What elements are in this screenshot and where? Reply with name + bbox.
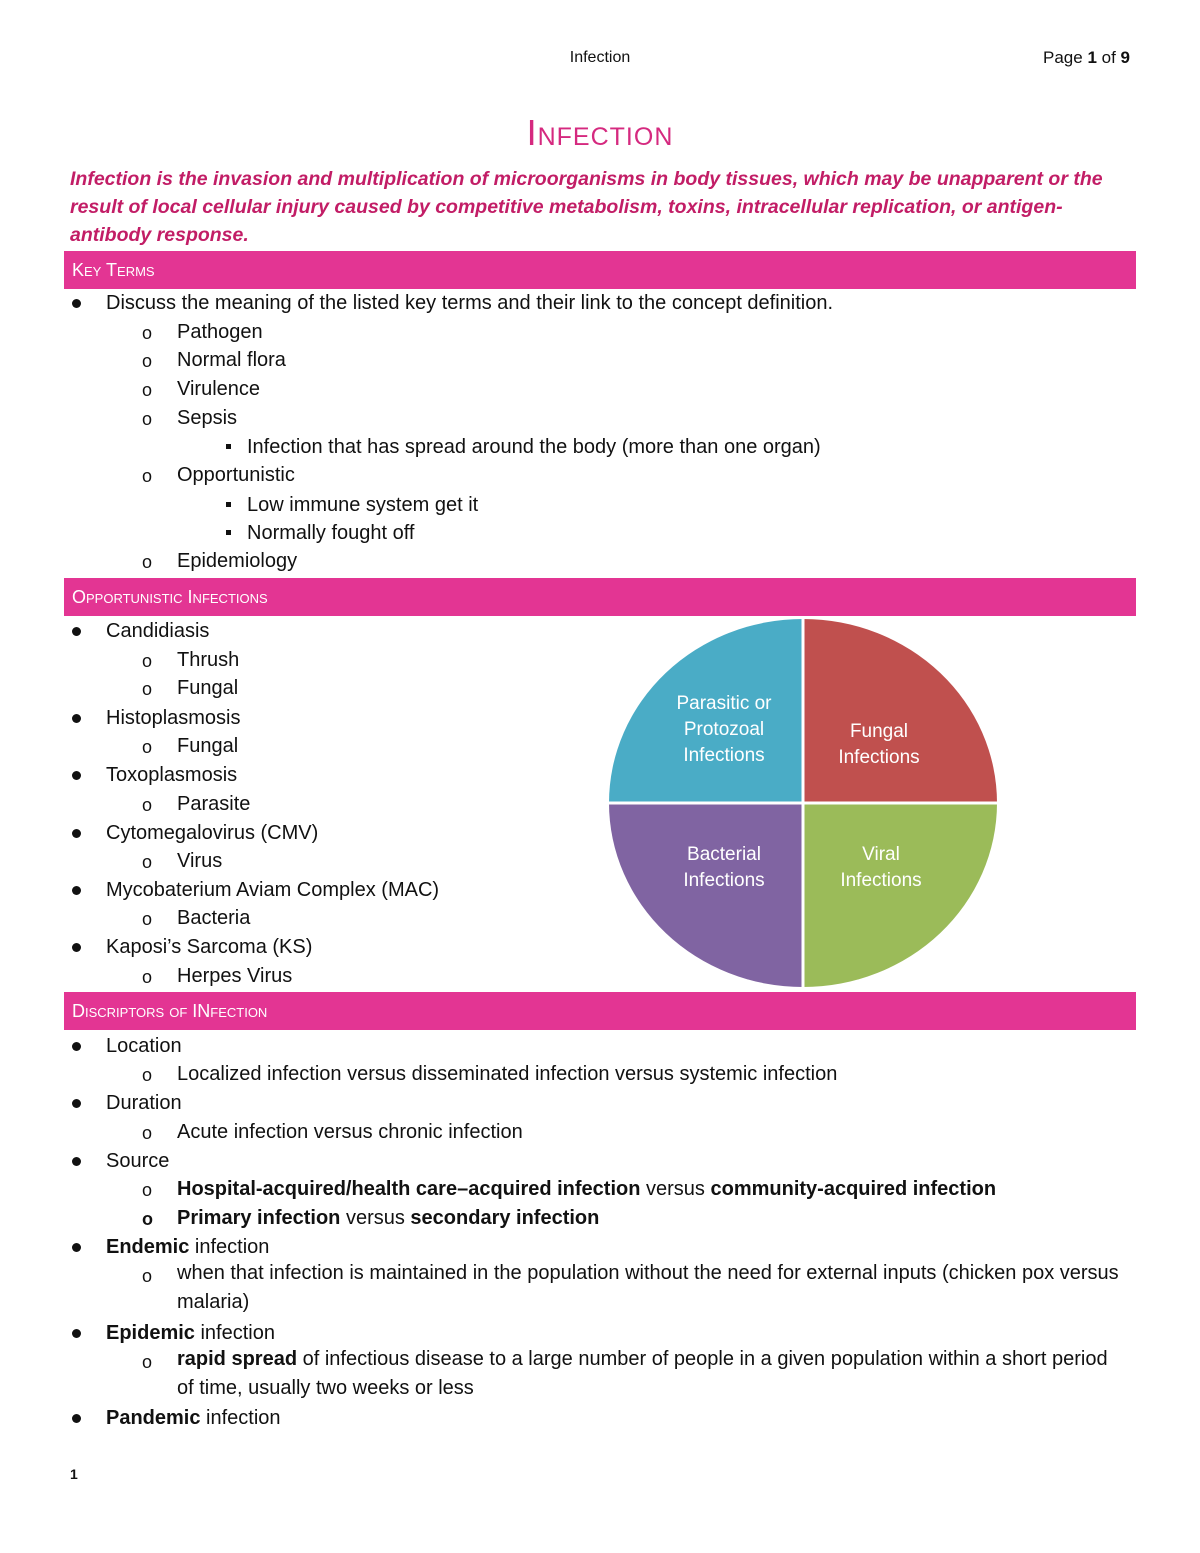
- item-virus: Virus: [177, 850, 223, 872]
- label-parasitic-line1: Parasitic or: [676, 693, 772, 714]
- bullet-circle: o: [142, 967, 153, 987]
- bullet-dot: [72, 299, 81, 308]
- quadrant-bacterial: [609, 803, 803, 987]
- bullet-circle: o: [142, 1123, 153, 1143]
- header-title: Infection: [569, 49, 631, 66]
- quadrant-fungal: [803, 619, 997, 803]
- bullet-circle: o: [142, 552, 153, 572]
- item-histoplasmosis: Histoplasmosis: [106, 707, 241, 729]
- sepsis-note: Infection that has spread around the body (more than one organ): [247, 436, 821, 458]
- page-total: 9: [1120, 48, 1130, 67]
- bullet-dot: [72, 1329, 81, 1338]
- endemic-suffix: infection: [189, 1236, 270, 1258]
- label-parasitic-line3: Infections: [683, 745, 765, 766]
- label-viral-line1: Viral: [862, 844, 900, 865]
- section-key-terms: Key Terms: [64, 251, 1136, 289]
- endemic-detail: when that infection is maintained in the population without the need for external inputs (chicken pox versus malaria): [177, 1262, 1119, 1313]
- item-toxoplasmosis: Toxoplasmosis: [106, 764, 238, 786]
- bullet-square: [226, 444, 231, 449]
- bullet-dot: [72, 943, 81, 952]
- key-terms-intro: Discuss the meaning of the listed key terms and their link to the concept definition.: [106, 292, 834, 314]
- label-bacterial-line2: Infections: [683, 870, 765, 891]
- item-fungal: Fungal: [177, 735, 239, 757]
- secondary-infection: secondary infection: [410, 1207, 600, 1229]
- page-current: 1: [1087, 48, 1097, 67]
- bullet-circle: o: [142, 323, 153, 343]
- bullet-circle: o: [142, 1065, 153, 1085]
- header-page-number: [1043, 48, 1130, 68]
- bullet-circle: o: [142, 679, 153, 699]
- term-epidemiology: Epidemiology: [177, 550, 298, 572]
- source-primary-vs-secondary: [177, 1206, 599, 1230]
- bullet-circle: o: [142, 852, 153, 872]
- bullet-dot: [72, 1099, 81, 1108]
- term-virulence: Virulence: [177, 378, 261, 400]
- bullet-dot: [72, 627, 81, 636]
- opportunistic-note-1: Low immune system get it: [247, 494, 479, 516]
- term-sepsis: Sepsis: [177, 407, 238, 429]
- bullet-circle: o: [142, 466, 153, 486]
- epidemic-detail: [177, 1345, 1127, 1403]
- item-parasite: Parasite: [177, 793, 251, 815]
- page-of: of: [1096, 48, 1121, 67]
- item-candidiasis: Candidiasis: [106, 620, 210, 642]
- versus-text: versus: [340, 1207, 411, 1229]
- pandemic-term: Pandemic: [106, 1407, 201, 1429]
- bullet-circle: o: [142, 351, 153, 371]
- item-herpes: Herpes Virus: [177, 965, 293, 987]
- bullet-square: [226, 502, 231, 507]
- bullet-dot: [72, 1243, 81, 1252]
- descriptor-pandemic: [106, 1406, 281, 1430]
- rapid-spread: rapid spread: [177, 1348, 298, 1370]
- label-viral-line2: Infections: [840, 870, 922, 891]
- bullet-circle: o: [142, 1352, 153, 1372]
- endemic-term: Endemic: [106, 1236, 190, 1258]
- item-ks: Kaposi’s Sarcoma (KS): [106, 936, 313, 958]
- item-fungal: Fungal: [177, 677, 239, 699]
- epidemic-suffix: infection: [194, 1322, 275, 1344]
- bullet-dot: [72, 714, 81, 723]
- definition: Infection is the invasion and multiplication of microorganisms in body tissues, which may be unapparent or the result of local cellular injury caused by competitive metabolism, toxins, intracellular replication, or antigen-antibody response.: [70, 168, 1103, 246]
- item-cmv: Cytomegalovirus (CMV): [106, 822, 319, 844]
- term-normal-flora: Normal flora: [177, 349, 286, 371]
- bullet-dot: [72, 886, 81, 895]
- duration-detail: Acute infection versus chronic infection: [177, 1121, 523, 1143]
- term-opportunistic: Opportunistic: [177, 464, 295, 486]
- hospital-acquired: Hospital-acquired/health care–acquired infection: [177, 1178, 641, 1200]
- term-pathogen: Pathogen: [177, 321, 263, 343]
- bullet-dot: [72, 1414, 81, 1423]
- community-acquired: community-acquired infection: [710, 1178, 997, 1200]
- bullet-circle: o: [142, 651, 153, 671]
- location-detail: Localized infection versus disseminated infection versus systemic infection: [177, 1063, 838, 1085]
- bullet-circle: o: [142, 737, 153, 757]
- descriptor-epidemic: [106, 1321, 275, 1345]
- bullet-dot: [72, 829, 81, 838]
- descriptor-endemic: [106, 1235, 269, 1259]
- bullet-dot: [72, 1042, 81, 1051]
- descriptor-location: Location: [106, 1035, 182, 1057]
- bullet-dot: [72, 1157, 81, 1166]
- item-thrush: Thrush: [177, 649, 240, 671]
- bullet-dot: [72, 771, 81, 780]
- bullet-circle: o: [142, 795, 153, 815]
- label-parasitic-line2: Protozoal: [683, 719, 765, 740]
- page-title: Infection: [526, 112, 674, 153]
- bullet-circle: o: [142, 409, 153, 429]
- section-opportunistic-infections: Opportunistic Infections: [64, 578, 1136, 616]
- pandemic-suffix: infection: [200, 1407, 281, 1429]
- bullet-square: [226, 530, 231, 535]
- label-fungal-line2: Infections: [838, 747, 920, 768]
- bullet-circle: o: [142, 1209, 153, 1229]
- versus-text: versus: [640, 1178, 711, 1200]
- source-hospital-vs-community: [177, 1177, 996, 1201]
- quadrant-viral: [803, 803, 997, 987]
- bullet-circle: o: [142, 380, 153, 400]
- descriptor-source: Source: [106, 1150, 170, 1172]
- descriptor-duration: Duration: [106, 1092, 182, 1114]
- footer-page-number: 1: [70, 1466, 78, 1482]
- bullet-circle: o: [142, 909, 153, 929]
- epidemic-term: Epidemic: [106, 1322, 195, 1344]
- bullet-circle: o: [142, 1180, 153, 1200]
- bullet-circle: o: [142, 1266, 153, 1286]
- primary-infection: Primary infection: [177, 1207, 341, 1229]
- label-bacterial-line1: Bacterial: [687, 844, 761, 865]
- item-bacteria: Bacteria: [177, 907, 251, 929]
- epidemic-detail-text: of infectious disease to a large number of people in a given population within a short period of time, usually two weeks or less: [177, 1348, 1108, 1399]
- label-fungal-line1: Fungal: [849, 721, 909, 742]
- opportunistic-note-2: Normally fought off: [247, 522, 415, 544]
- section-descriptors: Discriptors of INfection: [64, 992, 1136, 1030]
- infection-types-diagram: [605, 618, 1001, 992]
- page-label: Page: [1043, 48, 1088, 67]
- item-mac: Mycobaterium Aviam Complex (MAC): [106, 879, 440, 901]
